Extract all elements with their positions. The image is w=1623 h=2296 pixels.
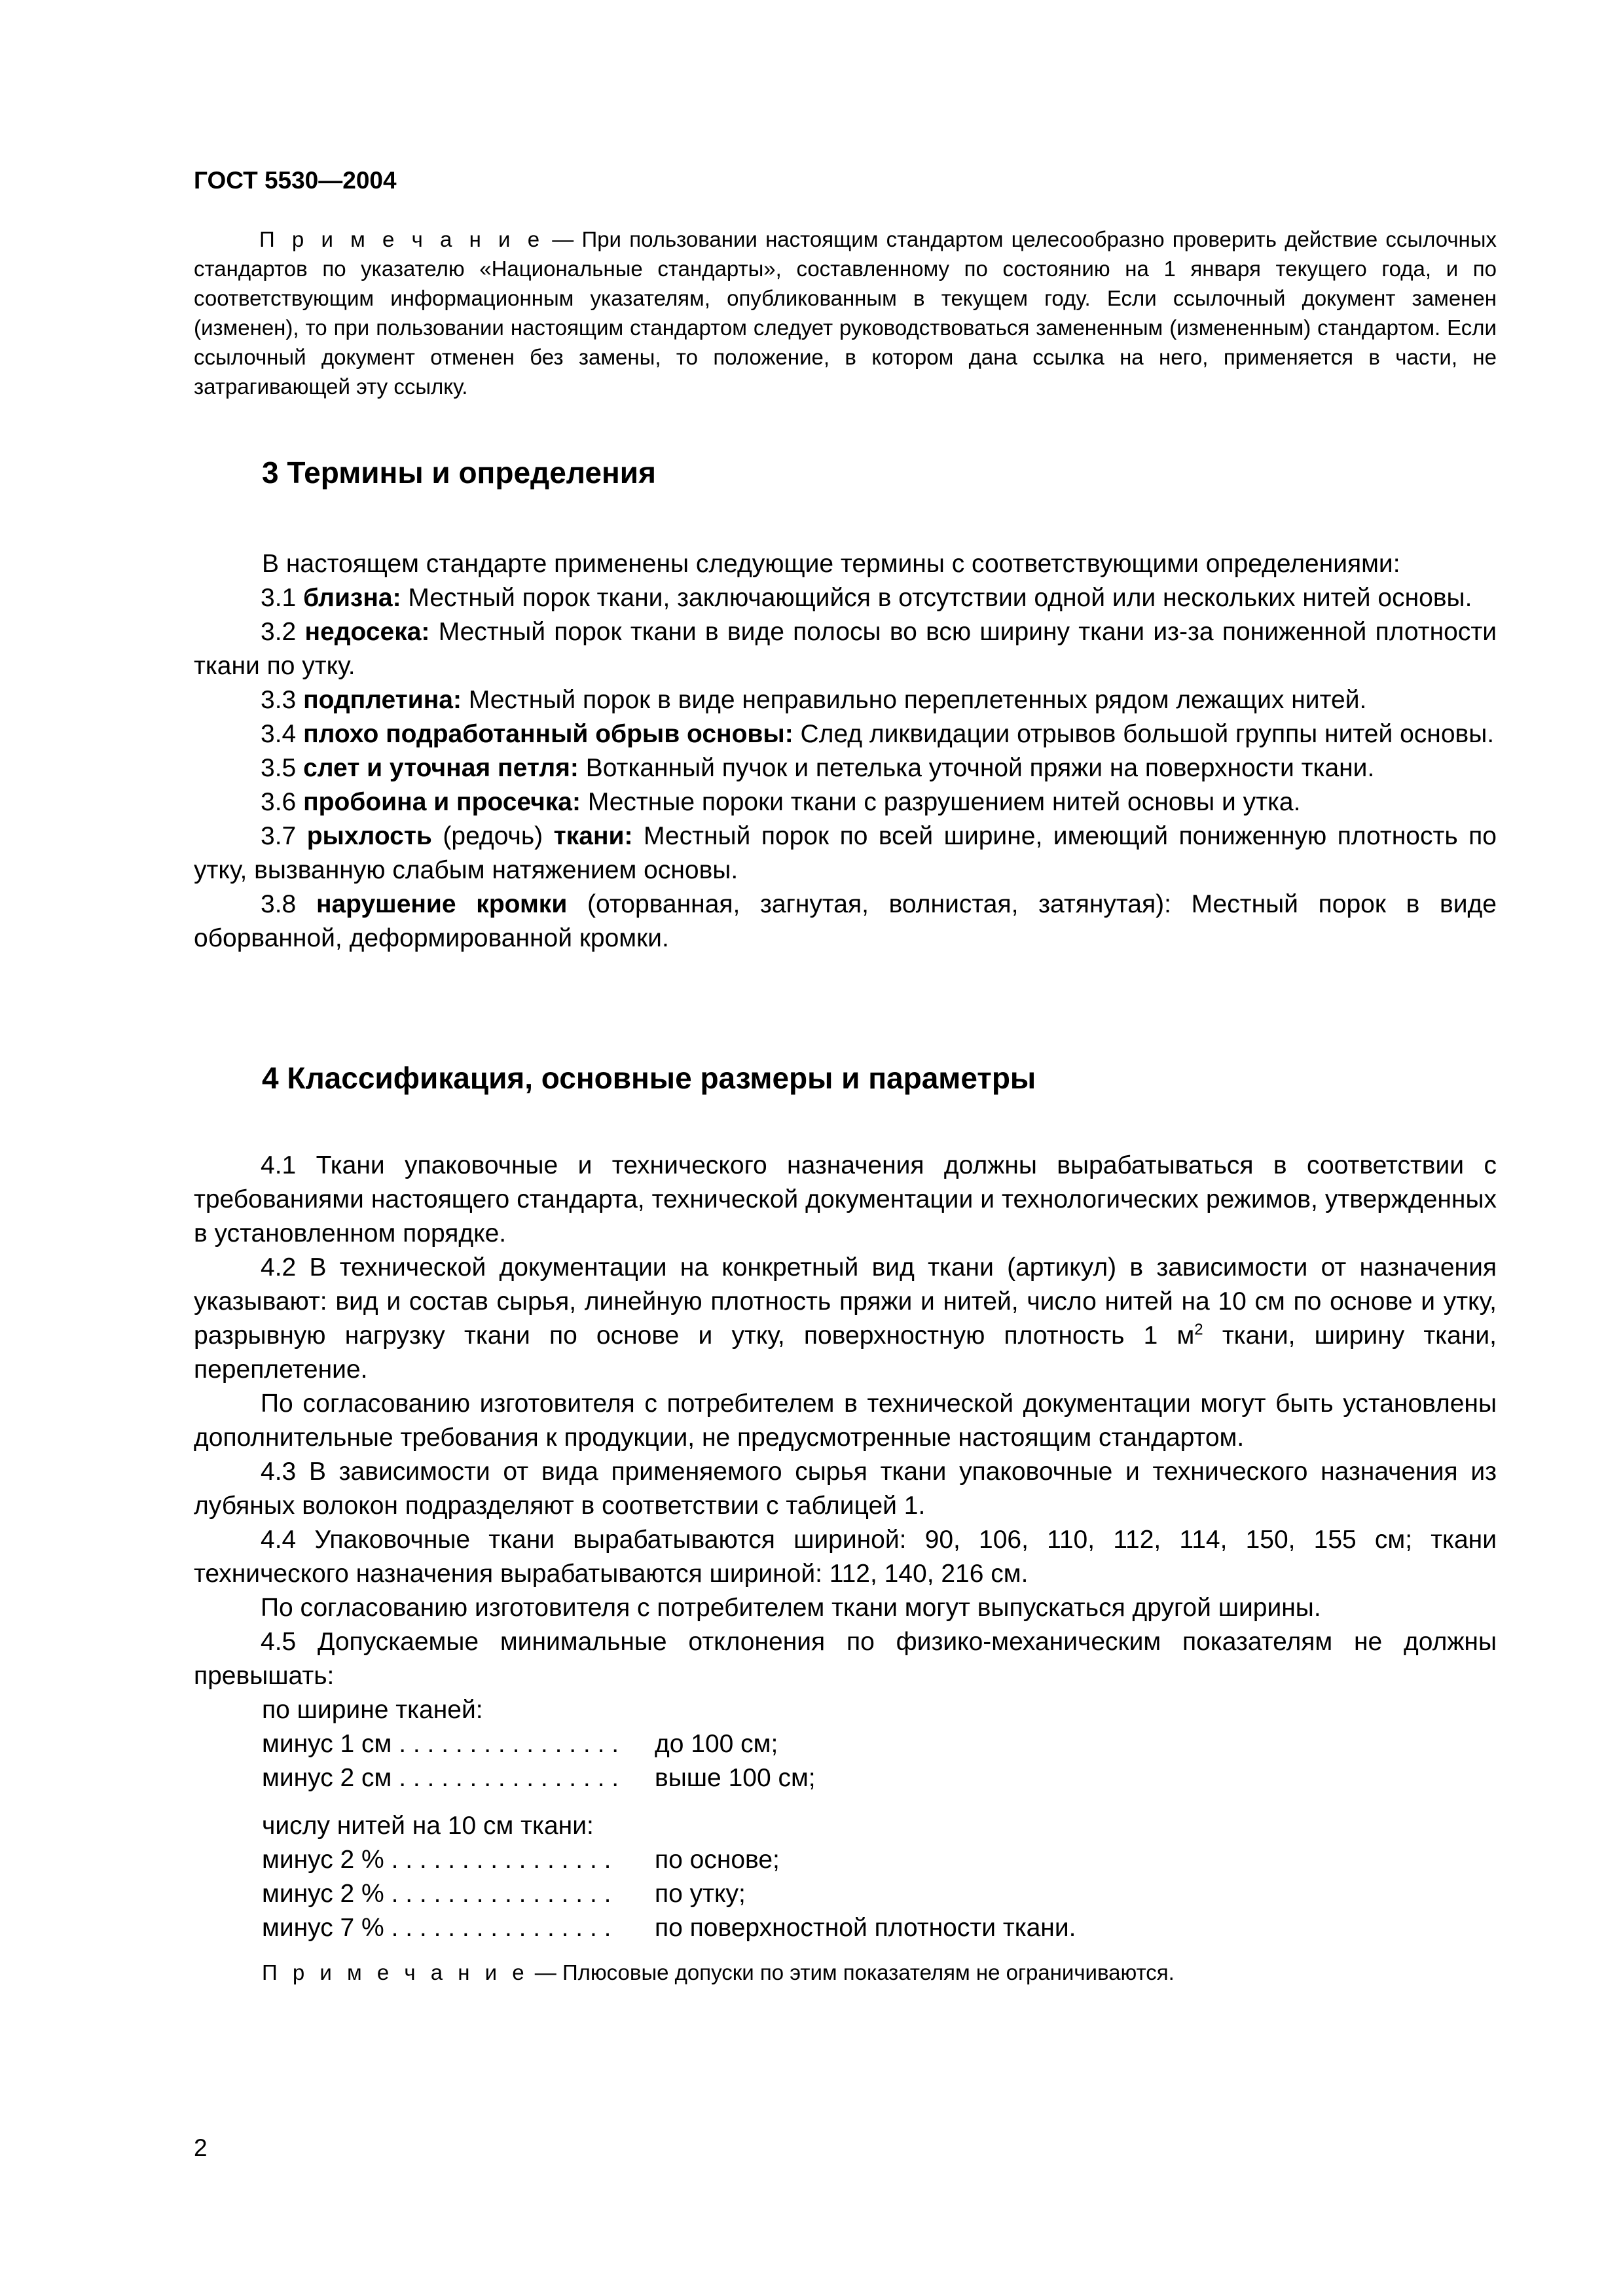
paragraph-4-4-agreement: По согласованию изготовителя с потребителем ткани могут выпускаться другой ширины. [261,1594,1321,1622]
term-3-8: 3.8 нарушение кромки (оторванная, загнутая, волнистая, затянутая): Местный порок в виде оборванной, деформированной кромки. [194,890,1497,952]
term-3-2: 3.2 недосека: Местный порок ткани в виде полосы во всю ширину ткани из-за пониженной плотности ткани по утку. [194,618,1497,680]
note-tolerances [262,1960,1175,1985]
paragraph-4-5: 4.5 Допускаемые минимальные отклонения по физико-механическим показателям не должны превышать: [194,1628,1497,1690]
paragraph-4-4: 4.4 Упаковочные ткани вырабатываются шириной: 90, 106, 110, 112, 114, 150, 155 см; ткани технического назначения вырабатываются шириной: 112, 140, 216 см. [194,1526,1497,1588]
term-definition: (оторванная, загнутая, волнистая, затянутая): Местный порок в виде оборванной, деформированной кромки. [194,890,1497,952]
document-id: ГОСТ 5530—2004 [194,167,397,194]
term-name: пробоина и просечка: [303,788,581,816]
paragraph-4-3: 4.3 В зависимости от вида применяемого сырья ткани упаковочные и технического назначения из лубяных волокон подразделяют в соответствии с таблицей 1. [194,1458,1497,1520]
term-3-3: 3.3 подплетина: Местный порок в виде неправильно переплетенных рядом лежащих нитей. [261,686,1367,714]
note-label: П р и м е ч а н и е [262,1960,529,1984]
page-number: 2 [194,2134,208,2161]
term-definition: Вотканный пучок и петелька уточной пряжи на поверхности ткани. [578,754,1375,782]
term-name: рыхлость [306,822,432,850]
term-definition: Местный порок в виде неправильно переплетенных рядом лежащих нитей. [461,686,1367,714]
note-label: П р и м е ч а н и е [259,227,545,251]
term-3-1: 3.1 близна: Местный порок ткани, заключающийся в отсутствии одной или нескольких нитей основы. [261,584,1472,612]
term-3-5: 3.5 слет и уточная петля: Вотканный пучок и петелька уточной пряжи на поверхности ткани. [261,754,1375,782]
term-name: близна: [303,584,401,612]
term-name: плохо подработанный обрыв основы: [303,720,793,748]
term-3-4: 3.4 плохо подработанный обрыв основы: След ликвидации отрывов большой группы нитей основы. [261,720,1495,748]
term-definition: Местный порок по всей ширине, имеющий пониженную плотность по утку, вызванную слабым натяжением основы. [194,822,1497,884]
note-references [194,224,1497,401]
term-definition: След ликвидации отрывов большой группы нитей основы. [793,720,1495,748]
note-paragraph [194,224,1497,401]
term-3-6: 3.6 пробоина и просечка: Местные пороки ткани с разрушением нитей основы и утка. [261,788,1301,816]
section-4-title: 4 Классификация, основные размеры и параметры [262,1061,1036,1095]
paragraph-4-2: 4.2 В технической документации на конкретный вид ткани (артикул) в зависимости от назначения указывают: вид и состав сырья, линейную плотность пряжи и нитей, число нитей на 10 см по основе и утку, разрывную нагрузку ткани по основе и утку, поверхностную плотность 1 $м^2$ ткани, ширину ткани, переплетение. [194,1253,1497,1384]
term-definition: Местный порок ткани, заключающийся в отсутствии одной или нескольких нитей основы. [401,584,1472,612]
paragraph-4-2-agreement: По согласованию изготовителя с потребителем в технической документации могут быть установлены дополнительные требования к продукции, не предусмотренные настоящим стандартом. [194,1390,1497,1452]
paragraph-4-1: 4.1 Ткани упаковочные и технического назначения должны вырабатываться в соответствии с требованиями настоящего стандарта, технической документации и технологических режимов, утвержденных в установленном порядке. [194,1151,1497,1247]
term-name: ткани: [553,822,633,850]
term-name: подплетина: [303,686,462,714]
term-name: слет и уточная петля: [303,754,579,782]
term-3-7: 3.7 рыхлость (редочь) ткани: Местный порок по всей ширине, имеющий пониженную плотность по утку, вызванную слабым натяжением основы. [194,822,1497,884]
term-definition: Местные пороки ткани с разрушением нитей основы и утка. [580,788,1301,816]
note-text: — При пользовании настоящим стандартом целесообразно проверить действие ссылочных стандартов по указателю «Национальные стандарты», составленному по состоянию на 1 января текущего года, и по соответствующим информационным указателям, опубликованным в текущем году. Если ссылочный документ заменен (изменен), то при пользовании настоящим стандартом следует руководствоваться замененным (измененным) стандартом. Если ссылочный документ отменен без замены, то положение, в котором дана ссылка на него, применяется в части, не затрагивающей эту ссылку. [194,227,1497,399]
document-page: ГОСТ 5530—2004 П р и м е ч а н и е — При пользовании настоящим стандартом целесообразно проверить действие ссылочных стандартов по указателю «Национальные стандарты», составленному по состоянию на 1 января текущего года, и по соответствующим информационным указателям, опубликованным в текущем году. Если ссылочный документ заменен (изменен), то при пользовании настоящим стандартом следует руководствоваться замененным (измененным) стандартом. Если ссылочный документ отменен без замены, то положение, в котором дана ссылка на него, применяется в части, не затрагивающей эту ссылку. 3 Термины и определения В настоящем стандарте применены следующие термины с соответствующими определениями: 3.1 близна: Местный порок ткани, заключающийся в отсутствии одной или нескольких нитей основы. 3.2 недосека: Местный порок ткани в виде полосы во всю ширину ткани из-за пониженной плотности ткани по утку. 3.3 подплетина: Местный порок в виде неправильно переплетенных рядом лежащих нитей. 3.4 плохо подработанный обрыв основы: След ликвидации отрывов большой группы нитей основы. 3.5 слет и уточная петля: Вотканный пучок и петелька уточной пряжи на поверхности ткани. 3.6 пробоина и просечка: Местные пороки ткани с разрушением нитей основы и утка. 3.7 рыхлость (редочь) ткани: Местный порок по всей ширине, имеющий пониженную плотность по утку, вызванную слабым натяжением основы. 3.8 нарушение кромки (оторванная, загнутая, волнистая, затянутая): Местный порок в виде оборванной, деформированной кромки. 4 Классификация, основные размеры и параметры 4.1 Ткани упаковочные и технического назначения должны вырабатываться в соответствии с требованиями настоящего стандарта, технической документации и технологических режимов, утвержденных в установленном порядке. 4.2 В технической документации на конкретный вид ткани (артикул) в зависимости от назначения указывают: вид и состав сырья, линейную плотность пряжи и нитей, число нитей на 10 см по основе и утку, разрывную нагрузку ткани по основе и утку, поверхностную плотность 1 $м^2$ ткани, ширину ткани, переплетение. По согласованию изготовителя с потребителем в технической документации могут быть установлены дополнительные требования к продукции, не предусмотренные настоящим стандартом. 4.3 В зависимости от вида применяемого сырья ткани упаковочные и технического назначения из лубяных волокон подразделяют в соответствии с таблицей 1. 4.4 Упаковочные ткани вырабатываются шириной: 90, 106, 110, 112, 114, 150, 155 см; ткани технического назначения вырабатываются шириной: 112, 140, 216 см. По согласованию изготовителя с потребителем ткани могут выпускаться другой ширины. 4.5 Допускаемые минимальные отклонения по физико-механическим показателям не должны превышать: по ширине тканей: минус 1 см . . . . . . . . . . . . . . . . до 100 см; минус 2 см . . . . . . . . . . . . . . . . выше 100 см; числу нитей на 10 см ткани: минус 2 % . . . . . . . . . . . . . . . . по основе; минус 2 % . . . . . . . . . . . . . . . . по утку; минус 7 % . . . . . . . . . . . . . . . . по поверхностной плотности ткани. П р и м е ч а н и е — Плюсовые допуски по этим показателям не ограничиваются. 2 [194,167,1497,2161]
section-3-intro: В настоящем стандарте применены следующие термины с соответствующими определениями: [262,550,1400,578]
section-4-body [194,1149,1497,1693]
term-name: недосека: [304,618,430,646]
note-text: — Плюсовые допуски по этим показателям не ограничиваются. [528,1960,1175,1984]
terms-list [194,581,1497,956]
section-3-title: 3 Термины и определения [262,456,656,490]
term-name: нарушение кромки [316,890,568,918]
term-definition: Местный порок ткани в виде полосы во всю ширину ткани из-за пониженной плотности ткани по утку. [194,618,1497,680]
